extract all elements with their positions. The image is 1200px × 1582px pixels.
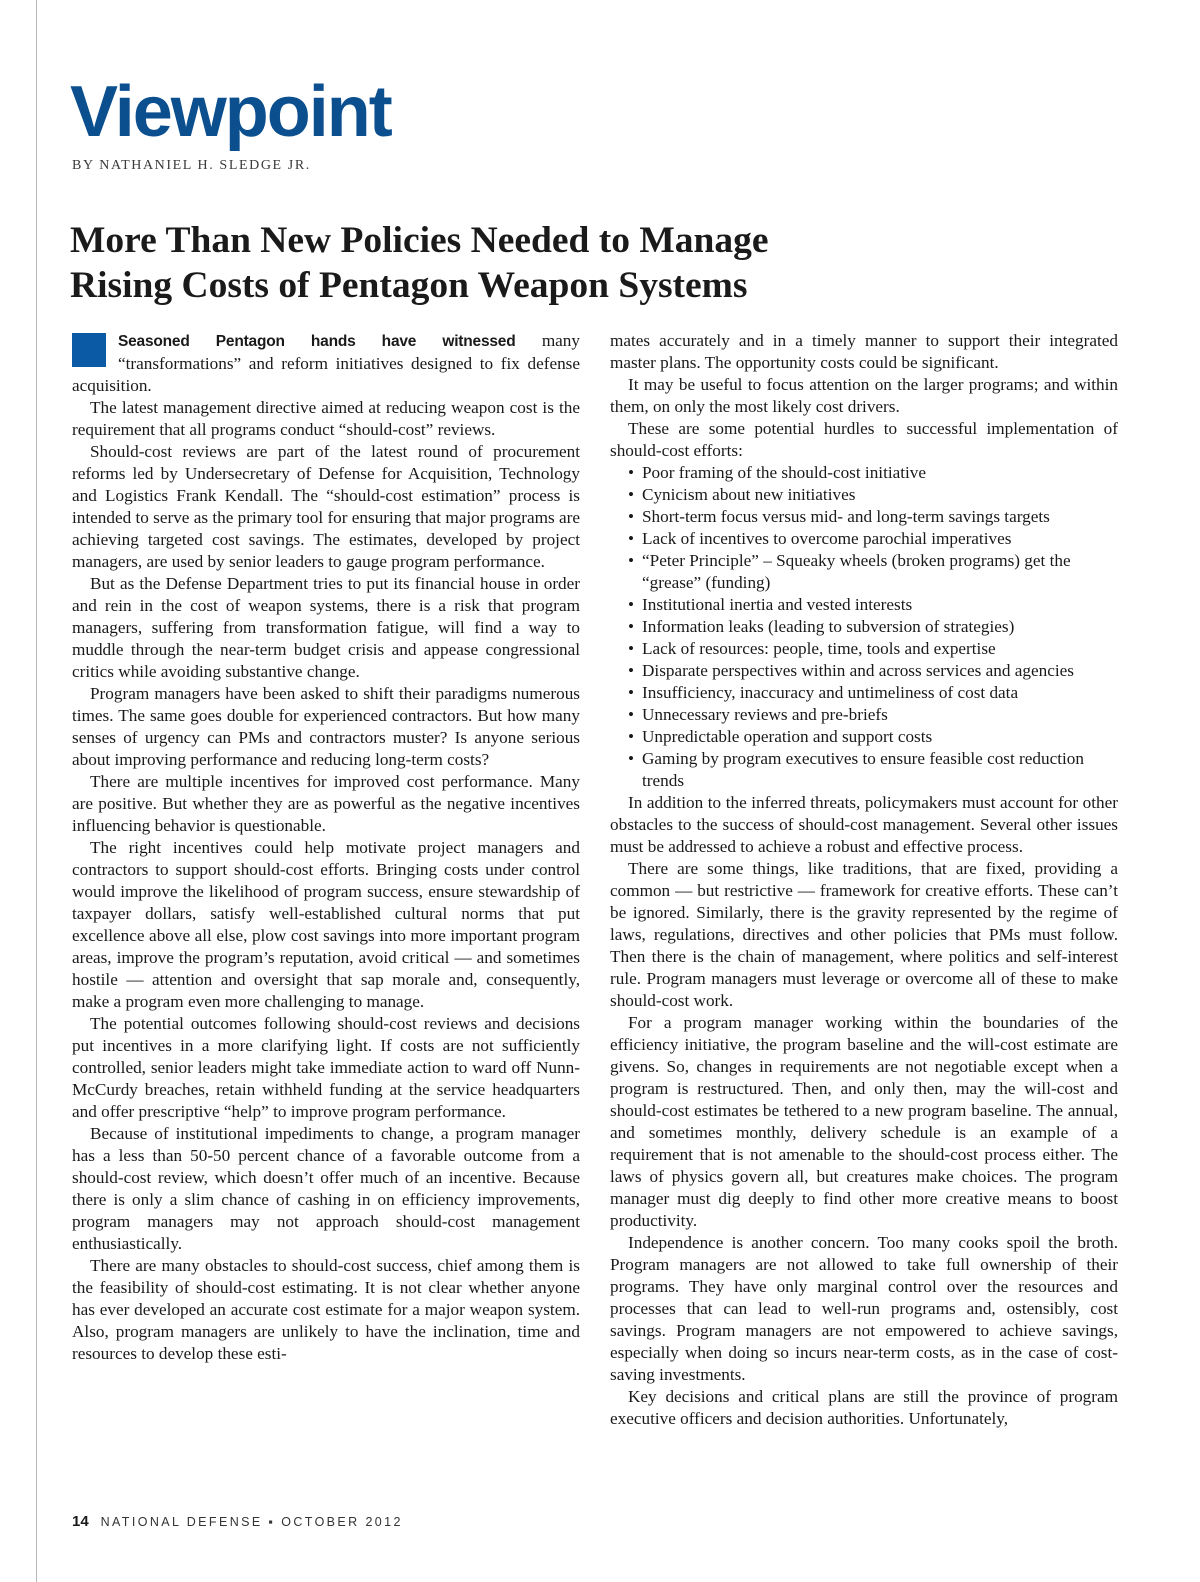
page-margin-rule bbox=[36, 0, 37, 1582]
paragraph: There are many obstacles to should-cost success, chief among them is the feasibility of should-cost estimating. It is not clear whether anyone has ever developed an accurate cost estimate for a major weapon system. Also, program managers are unlikely to have the inclination, time and resources to develop these esti- bbox=[72, 1256, 580, 1363]
lead-in: Seasoned Pentagon hands have witnessed bbox=[118, 333, 516, 350]
list-item: • Information leaks (leading to subversion of strategies) bbox=[610, 616, 1118, 638]
headline-line-1: More Than New Policies Needed to Manage bbox=[70, 220, 769, 261]
paragraph: There are some things, like traditions, that are fixed, providing a common — but restrictive — framework for creative efforts. These can’t be ignored. Similarly, there is the gravity represented by the regime of laws, regulations, directives and other policies that PMs must follow. Then there is the chain of management, where politics and self-interest rule. Program managers must leverage or overcome all of these to make should-cost work. bbox=[610, 859, 1118, 1010]
section-title: Viewpoint bbox=[70, 72, 391, 152]
intro-paragraph bbox=[72, 330, 580, 397]
paragraph: But as the Defense Department tries to put its financial house in order and rein in the cost of weapon systems, there is a risk that program managers, suffering from transformation fatigue, will find a way to muddle through the near-term budget crisis and appease congressional critics while avoiding substantive change. bbox=[72, 574, 580, 681]
list-item: • Poor framing of the should-cost initiative bbox=[610, 462, 1118, 484]
list-item: • Insufficiency, inaccuracy and untimeliness of cost data bbox=[610, 682, 1118, 704]
list-item: • Gaming by program executives to ensure feasible cost reduction trends bbox=[610, 748, 1118, 792]
page-number: 14 bbox=[72, 1513, 89, 1530]
issue-date: OCTOBER 2012 bbox=[281, 1515, 403, 1529]
paragraph: There are multiple incentives for improved cost performance. Many are positive. But whether they are as powerful as the negative incentives influencing behavior is questionable. bbox=[72, 772, 580, 835]
publication-name: NATIONAL DEFENSE bbox=[100, 1515, 263, 1529]
intro-text: many “transformations” and reform initiatives designed to fix defense acquisition. bbox=[72, 331, 580, 395]
list-item: • Institutional inertia and vested interests bbox=[610, 594, 1118, 616]
paragraph: Independence is another concern. Too many cooks spoil the broth. Program managers are not allowed to take full ownership of their programs. They have only marginal control over the resources and processes that can lead to well-run programs and, ostensibly, cost savings. Program managers are not empowered to achieve savings, especially when doing so incurs near-term costs, as in the case of cost-saving investments. bbox=[610, 1233, 1118, 1384]
list-item: • Unpredictable operation and support costs bbox=[610, 726, 1118, 748]
paragraph: Because of institutional impediments to change, a program manager has a less than 50-50 percent chance of a favorable outcome from a should-cost review, which doesn’t offer much of an incentive. Because there is only a slim chance of cashing in on efficiency improvements, program managers may not approach should-cost management enthusiastically. bbox=[72, 1124, 580, 1253]
paragraph: Key decisions and critical plans are still the province of program executive officers and decision authorities. Unfortunately, bbox=[610, 1387, 1118, 1428]
paragraph: The potential outcomes following should-cost reviews and decisions put incentives in a more clarifying light. If costs are not sufficiently controlled, senior leaders might take immediate action to ward off Nunn-McCurdy breaches, retain withheld funding at the service headquarters and offer prescriptive “help” to improve program performance. bbox=[72, 1014, 580, 1121]
list-item: • Disparate perspectives within and across services and agencies bbox=[610, 660, 1118, 682]
byline: BY NATHANIEL H. SLEDGE JR. bbox=[72, 158, 311, 173]
article-column-left bbox=[72, 330, 580, 1365]
paragraph: Should-cost reviews are part of the latest round of procurement reforms led by Undersecretary of Defense for Acquisition, Technology and Logistics Frank Kendall. The “should-cost estimation” process is intended to serve as the primary tool for ensuring that major programs are achieving targeted cost savings. The estimates, developed by project managers, are used by senior leaders to gauge program performance. bbox=[72, 442, 580, 571]
hurdles-list bbox=[610, 462, 1118, 792]
list-item: • Short-term focus versus mid- and long-term savings targets bbox=[610, 506, 1118, 528]
article-headline bbox=[70, 218, 890, 308]
paragraph: It may be useful to focus attention on the larger programs; and within them, on only the most likely cost drivers. bbox=[610, 375, 1118, 416]
list-item: • Unnecessary reviews and pre-briefs bbox=[610, 704, 1118, 726]
headline-line-2: Rising Costs of Pentagon Weapon Systems bbox=[70, 265, 748, 306]
article-column-right bbox=[610, 330, 1118, 1430]
drop-square-icon bbox=[72, 333, 106, 367]
list-item: • Lack of resources: people, time, tools and expertise bbox=[610, 638, 1118, 660]
continued-paragraph: mates accurately and in a timely manner to support their integrated master plans. The opportunity costs could be significant. bbox=[610, 331, 1118, 372]
list-item: • Lack of incentives to overcome parochial imperatives bbox=[610, 528, 1118, 550]
paragraph: Program managers have been asked to shift their paradigms numerous times. The same goes double for experienced contractors. But how many senses of urgency can PMs and contractors muster? Is anyone serious about improving performance and reducing long-term costs? bbox=[72, 684, 580, 769]
footer-separator: ▪ bbox=[268, 1515, 276, 1529]
paragraph: For a program manager working within the boundaries of the efficiency initiative, the program baseline and the will-cost estimate are givens. So, changes in requirements are not negotiable except when a program is restructured. Then, and only then, may the will-cost and should-cost estimates be tethered to a new program baseline. The annual, and sometimes monthly, delivery schedule is an example of a requirement that is not amenable to the should-cost process either. The laws of physics govern all, but creatures make choices. The program manager must dig deeply to find other more creative means to boost productivity. bbox=[610, 1013, 1118, 1230]
page-footer bbox=[72, 1513, 403, 1530]
paragraph: The latest management directive aimed at reducing weapon cost is the requirement that all programs conduct “should-cost” reviews. bbox=[72, 398, 580, 439]
paragraph: The right incentives could help motivate project managers and contractors to support should-cost efforts. Bringing costs under control would improve the likelihood of program success, ensure stewardship of taxpayer dollars, satisfy well-established cultural norms that put excellence above all else, plow cost savings into more important program areas, improve the program’s reputation, avoid critical — and sometimes hostile — attention and oversight that sap morale and, consequently, make a program even more challenging to manage. bbox=[72, 838, 580, 1011]
list-item: • “Peter Principle” – Squeaky wheels (broken programs) get the “grease” (funding) bbox=[610, 550, 1118, 594]
list-item: • Cynicism about new initiatives bbox=[610, 484, 1118, 506]
paragraph: In addition to the inferred threats, policymakers must account for other obstacles to the success of should-cost management. Several other issues must be addressed to achieve a robust and effective process. bbox=[610, 793, 1118, 856]
paragraph: These are some potential hurdles to successful implementation of should-cost efforts: bbox=[610, 419, 1118, 460]
